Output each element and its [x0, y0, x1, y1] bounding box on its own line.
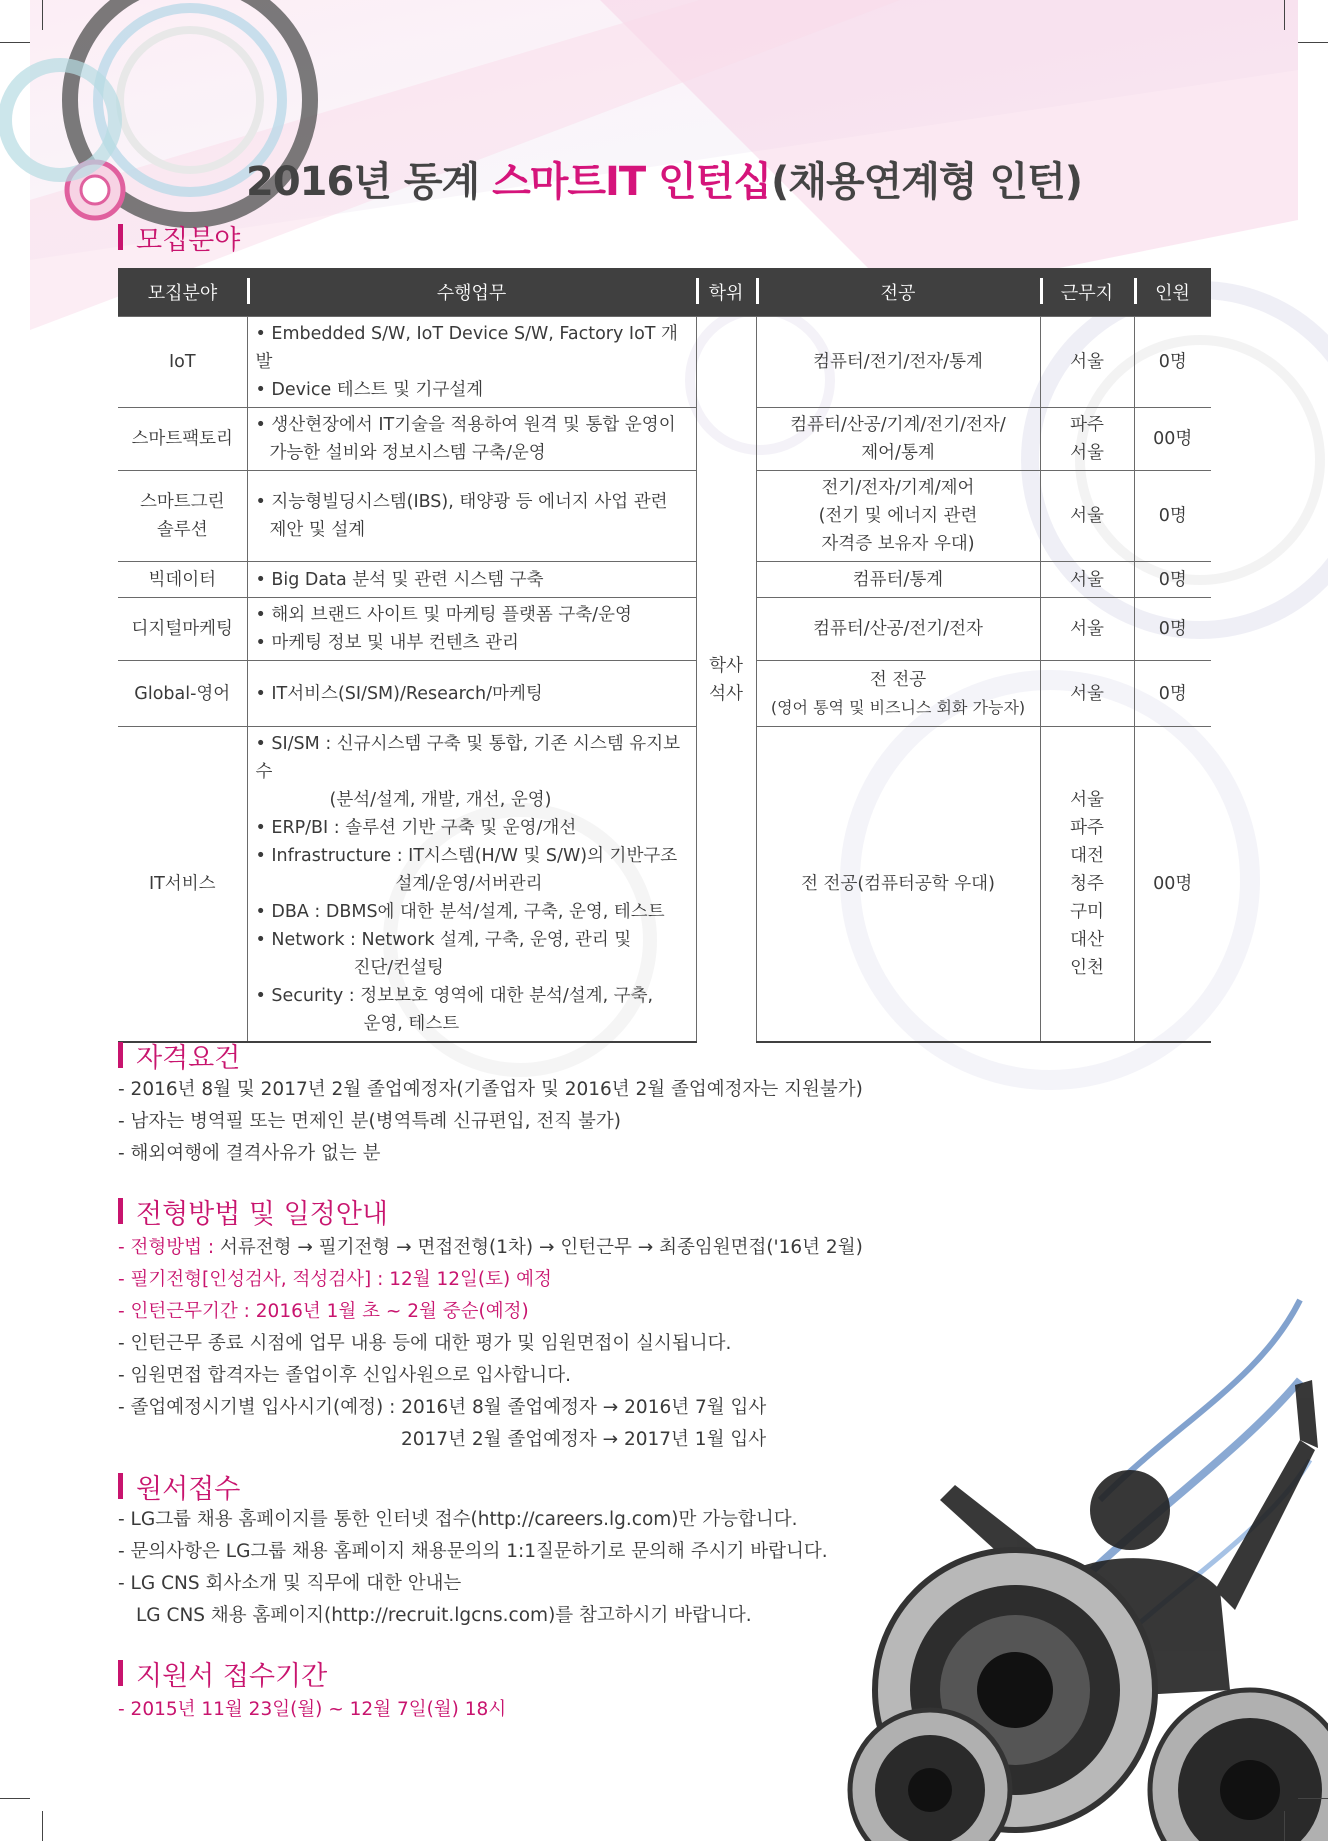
field-cell: IoT	[118, 317, 247, 408]
field-cell: 스마트팩토리	[118, 408, 247, 471]
location-cell: 서울	[1040, 661, 1134, 727]
major-cell: 전 전공(컴퓨터공학 우대)	[756, 727, 1040, 1043]
header-major: 전공	[756, 268, 1040, 317]
location-cell: 파주 서울	[1040, 408, 1134, 471]
section-heading-period: 지원서 접수기간	[118, 1654, 327, 1693]
section-heading-qualification: 자격요건	[118, 1036, 240, 1075]
location-cell: 서울	[1040, 562, 1134, 598]
process-list	[118, 1232, 863, 1456]
list-item: - 2016년 8월 및 2017년 2월 졸업예정자(기졸업자 및 2016년 2월 졸업예정자는 지원불가)	[118, 1079, 863, 1100]
crop-mark	[42, 0, 43, 30]
page-title	[0, 150, 1328, 207]
table-row	[118, 562, 1211, 598]
list-item: - LG CNS 회사소개 및 직무에 대한 안내는	[118, 1573, 462, 1594]
table-row	[118, 471, 1211, 562]
list-item: - 해외여행에 결격사유가 없는 분	[118, 1143, 381, 1164]
header-field: 모집분야	[118, 268, 247, 317]
list-item: - 졸업예정시기별 입사시기(예정) : 2016년 8월 졸업예정자 → 2016년 7월 입사	[118, 1397, 767, 1418]
task-cell: • 지능형빌딩시스템(IBS), 태양광 등 에너지 사업 관련 제안 및 설계	[247, 471, 696, 562]
task-cell: • SI/SM : 신규시스템 구축 및 통합, 기존 시스템 유지보수 (분석/설계, 개발, 개선, 운영) • ERP/BI : 솔루션 기반 구축 및 운영/개선 • Infrastructure : IT시스템(H/W 및 S/W)의 기반구조 설계/운영/서버관리 • DBA : DBMS에 대한 분석/설계, 구축, 운영, 테스트 • Network : Network 설계, 구축, 운영, 관리 및 진단/컨설팅 • Security : 정보보호 영역에 대한 분석/설계, 구축, 운영, 테스트	[247, 727, 696, 1043]
count-cell: 0명	[1134, 471, 1211, 562]
table-row	[118, 408, 1211, 471]
task-cell: • 생산현장에서 IT기술을 적용하여 원격 및 통합 운영이 가능한 설비와 정보시스템 구축/운영	[247, 408, 696, 471]
task-cell: • IT서비스(SI/SM)/Research/마케팅	[247, 661, 696, 727]
crop-mark	[1284, 1811, 1285, 1841]
location-cell: 서울	[1040, 471, 1134, 562]
crop-mark	[42, 1811, 43, 1841]
count-cell: 0명	[1134, 598, 1211, 661]
period-text: - 2015년 11월 23일(월) ~ 12월 7일(월) 18시	[118, 1699, 507, 1720]
major-cell: 컴퓨터/통계	[756, 562, 1040, 598]
major-cell: 전기/전자/기계/제어 (전기 및 에너지 관련 자격증 보유자 우대)	[756, 471, 1040, 562]
section-heading-process: 전형방법 및 일정안내	[118, 1192, 388, 1231]
crop-mark	[0, 42, 30, 43]
qualification-list	[118, 1074, 863, 1170]
table-row	[118, 661, 1211, 727]
header-location: 근무지	[1040, 268, 1134, 317]
major-cell: 전 전공 (영어 통역 및 비즈니스 회화 가능자)	[756, 661, 1040, 727]
header-tasks: 수행업무	[247, 268, 696, 317]
list-item: - 문의사항은 LG그룹 채용 홈페이지 채용문의의 1:1질문하기로 문의해 주시기 바랍니다.	[118, 1541, 828, 1562]
table-row	[118, 317, 1211, 408]
task-cell: • 해외 브랜드 사이트 및 마케팅 플랫폼 구축/운영 • 마케팅 정보 및 내부 컨텐츠 관리	[247, 598, 696, 661]
crop-mark	[0, 1798, 30, 1799]
crop-mark	[1298, 42, 1328, 43]
list-item: LG CNS 채용 홈페이지(http://recruit.lgcns.com)를 참고하시기 바랍니다.	[136, 1605, 752, 1626]
crop-mark	[1284, 0, 1285, 30]
location-cell: 서울 파주 대전 청주 구미 대산 인천	[1040, 727, 1134, 1043]
title-prefix: 2016년 동계	[245, 159, 493, 205]
degree-cell: 학사 석사	[696, 317, 756, 1043]
table-header-row	[118, 268, 1211, 317]
location-cell: 서울	[1040, 317, 1134, 408]
list-item: 2017년 2월 졸업예정자 → 2017년 1월 입사	[401, 1429, 767, 1450]
crop-mark	[1298, 1798, 1328, 1799]
section-heading-apply: 원서접수	[118, 1467, 240, 1506]
major-cell: 컴퓨터/산공/전기/전자	[756, 598, 1040, 661]
field-cell: 디지털마케팅	[118, 598, 247, 661]
apply-list	[118, 1504, 828, 1632]
table-row	[118, 727, 1211, 1043]
list-item: - 필기전형[인성검사, 적성검사] : 12월 12일(토) 예정	[118, 1269, 552, 1290]
count-cell: 00명	[1134, 408, 1211, 471]
task-cell: • Big Data 분석 및 관련 시스템 구축	[247, 562, 696, 598]
field-cell: Global-영어	[118, 661, 247, 727]
location-cell: 서울	[1040, 598, 1134, 661]
list-item: - 전형방법 : 서류전형 → 필기전형 → 면접전형(1차) → 인턴근무 → 최종임원면접('16년 2월)	[118, 1237, 863, 1258]
list-item: - LG그룹 채용 홈페이지를 통한 인터넷 접수(http://careers.lg.com)만 가능합니다.	[118, 1509, 798, 1530]
table-row	[118, 598, 1211, 661]
header-degree: 학위	[696, 268, 756, 317]
header-count: 인원	[1134, 268, 1211, 317]
field-cell: 스마트그린 솔루션	[118, 471, 247, 562]
recruitment-table	[118, 268, 1211, 1043]
field-cell: IT서비스	[118, 727, 247, 1043]
count-cell: 00명	[1134, 727, 1211, 1043]
list-item: - 남자는 병역필 또는 면제인 분(병역특례 신규편입, 전직 불가)	[118, 1111, 621, 1132]
task-cell: • Embedded S/W, IoT Device S/W, Factory IoT 개발 • Device 테스트 및 기구설계	[247, 317, 696, 408]
count-cell: 0명	[1134, 562, 1211, 598]
major-cell: 컴퓨터/산공/기계/전기/전자/ 제어/통계	[756, 408, 1040, 471]
major-cell: 컴퓨터/전기/전자/통계	[756, 317, 1040, 408]
title-suffix: (채용연계형 인턴)	[771, 159, 1082, 205]
count-cell: 0명	[1134, 317, 1211, 408]
list-item: - 인턴근무기간 : 2016년 1월 초 ~ 2월 중순(예정)	[118, 1301, 529, 1322]
list-item: - 인턴근무 종료 시점에 업무 내용 등에 대한 평가 및 임원면접이 실시됩니다.	[118, 1333, 732, 1354]
field-cell: 빅데이터	[118, 562, 247, 598]
section-heading-recruit: 모집분야	[118, 218, 240, 257]
title-highlight: 스마트IT 인턴십	[492, 159, 772, 205]
count-cell: 0명	[1134, 661, 1211, 727]
list-item: - 임원면접 합격자는 졸업이후 신입사원으로 입사합니다.	[118, 1365, 571, 1386]
